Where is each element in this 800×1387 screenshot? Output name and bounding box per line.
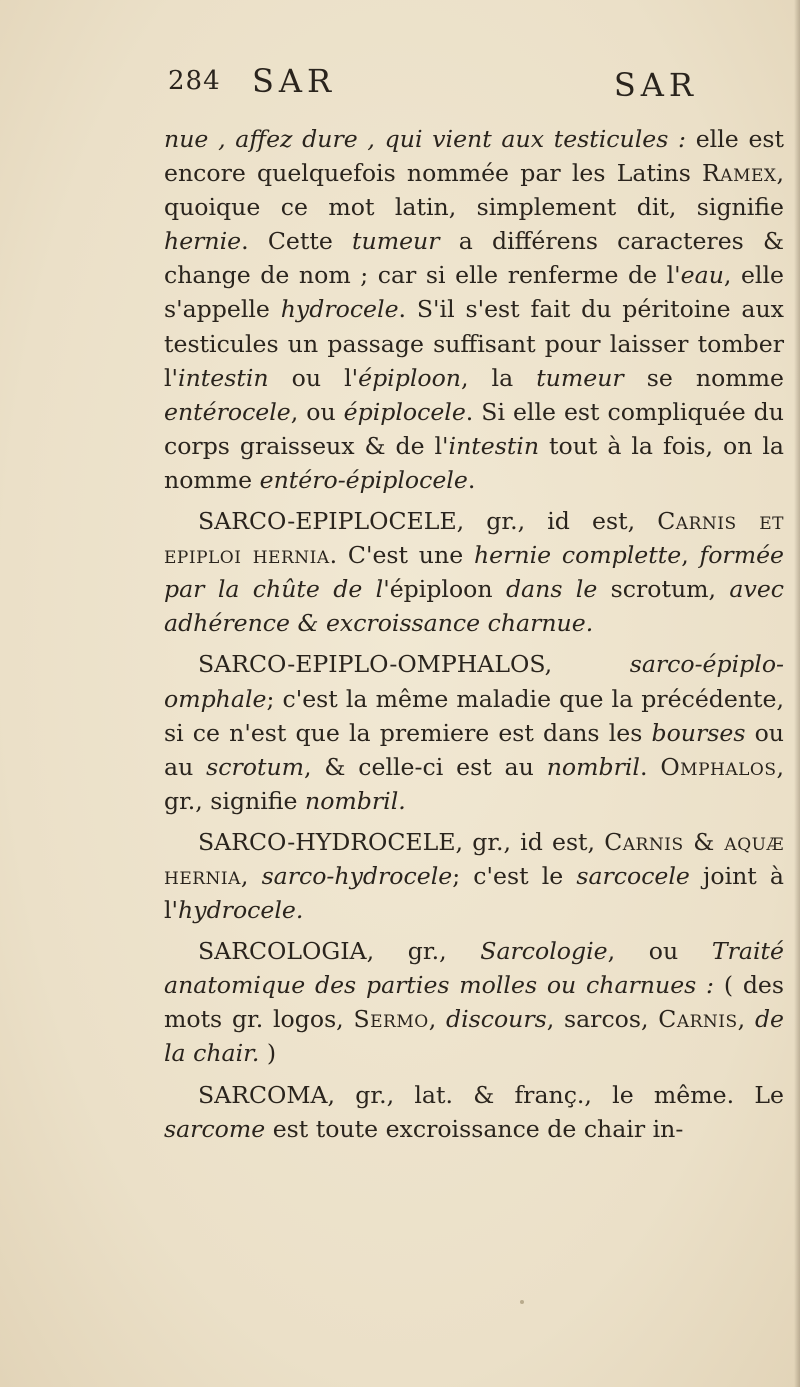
italic-text: bourses [651,718,746,747]
text-run: . Cette [241,227,353,256]
text-run: , quoique ce mot latin, simplement dit, signifie [164,159,784,222]
text-run: , elle s'appelle [164,261,784,324]
text-run: , ou [290,397,344,426]
small-caps-text: Omphalos [660,752,777,781]
italic-text: Traité anatomique des parties molles ou charnues : [164,937,784,1000]
italic-text: hernie complette [473,541,682,570]
text-run: ; c'est le [452,861,577,890]
italic-text: nombril [546,752,640,781]
paper-speck [520,1300,524,1304]
text-run: ) [259,1039,277,1068]
italic-text: hernie [164,227,242,256]
entry-headword: SARCO-EPIPLO-OMPHALOS, [198,650,630,679]
text-run: ; c'est la même maladie que la précédente, si ce n'est que la premiere est dans les [164,684,784,747]
italic-text: sarco-épiplo-omphale [164,650,784,713]
italic-text: tumeur [536,363,624,392]
italic-text: eau [680,261,724,290]
entry-sarcologia [164,934,784,1070]
small-caps-text: Ramex [702,159,777,188]
italic-text: hydrocele [280,295,399,324]
text-run: , gr., signifie [164,752,785,815]
italic-text: épiploon [358,363,461,392]
text-run: , [737,1005,755,1034]
italic-text: scrotum [206,752,305,781]
italic-text: épiplocele [343,397,466,426]
italic-text: nombril. [305,786,406,815]
italic-text: hydrocele. [178,896,304,925]
italic-text: discours [445,1005,547,1034]
text-run: ou au [164,718,784,781]
entry-sarcoma [164,1078,784,1146]
italic-text: intestin [448,431,540,460]
entry-headword: SARCOLOGIA, gr., [198,937,481,966]
text-run: épiploon [389,575,506,604]
text-run: , ou [607,937,712,966]
italic-text: sarco-hydrocele [261,861,453,890]
page-body [164,122,784,1146]
italic-text: nue , affez dure , qui vient aux testicules : [164,125,686,153]
text-run: , & celle-ci est au [304,752,547,781]
text-run: . Si elle est compliquée du corps graisseux & de l' [164,397,784,460]
italic-text: de la chair. [164,1005,785,1068]
text-run: se nomme [623,363,784,392]
page-number: 284 [168,66,221,96]
italic-text: dans le [505,575,598,604]
italic-text: entérocele [164,397,291,426]
text-run: tout à la fois, on la nomme [164,431,784,494]
text-run: , sarcos, [546,1005,659,1034]
italic-text: intestin [178,363,269,392]
running-head-left: SAR [252,62,337,100]
text-run: . [639,752,661,781]
text-run: joint à l' [164,861,785,925]
entry-sarco-hydrocele [164,825,784,927]
italic-text: Sarcologie [480,937,608,966]
running-head-right: SAR [613,66,698,104]
text-run: est toute excroissance de chair in- [265,1114,684,1143]
entry-headword: SARCO-EPIPLOCELE, gr., id est, [198,507,658,536]
text-run: . [467,465,476,494]
text-run: ( des mots gr. logos, [164,971,784,1034]
entry-headword: SARCO-HYDROCELE, gr., id est, [198,827,605,856]
italic-text: avec adhérence & excroissance charnue. [164,575,784,638]
italic-text: tumeur [352,227,440,256]
entry-headword: SARCOMA, gr., lat. & franç., le même. Le [198,1080,784,1109]
page-edge-shadow [794,0,800,1387]
italic-text: sarcocele [576,861,690,890]
italic-text: entéro-épiplocele [259,465,468,494]
italic-text: sarcome [164,1114,266,1143]
italic-text: formée par la chûte de l' [164,541,785,604]
text-run: , [428,1005,446,1034]
text-run: elle est encore quelquefois nommée par les Latins [164,125,785,188]
text-run: , la [460,363,537,392]
text-run: . S'il s'est fait du péritoine aux testicules un passage suffisant pour laisser tomber l' [164,295,784,392]
entry-sarco-epiplocele [164,504,784,640]
page-header [168,62,698,106]
small-caps-text: Sermo [353,1005,429,1034]
text-run: a différens caracteres & change de nom ; car si elle renferme de l' [164,227,784,290]
entry-continuation [164,122,784,497]
text-run: ou l' [268,363,359,392]
text-run: , [681,541,700,570]
text-run: . C'est une [329,541,474,570]
text-run: , [240,861,262,890]
small-caps-text: Carnis & aquæ hernia [164,827,784,890]
small-caps-text: Carnis et epiploi hernia [164,507,784,570]
small-caps-text: Carnis [658,1005,738,1034]
text-run: scrotum, [597,575,730,604]
entry-sarco-epiplo-omphalos [164,647,784,817]
